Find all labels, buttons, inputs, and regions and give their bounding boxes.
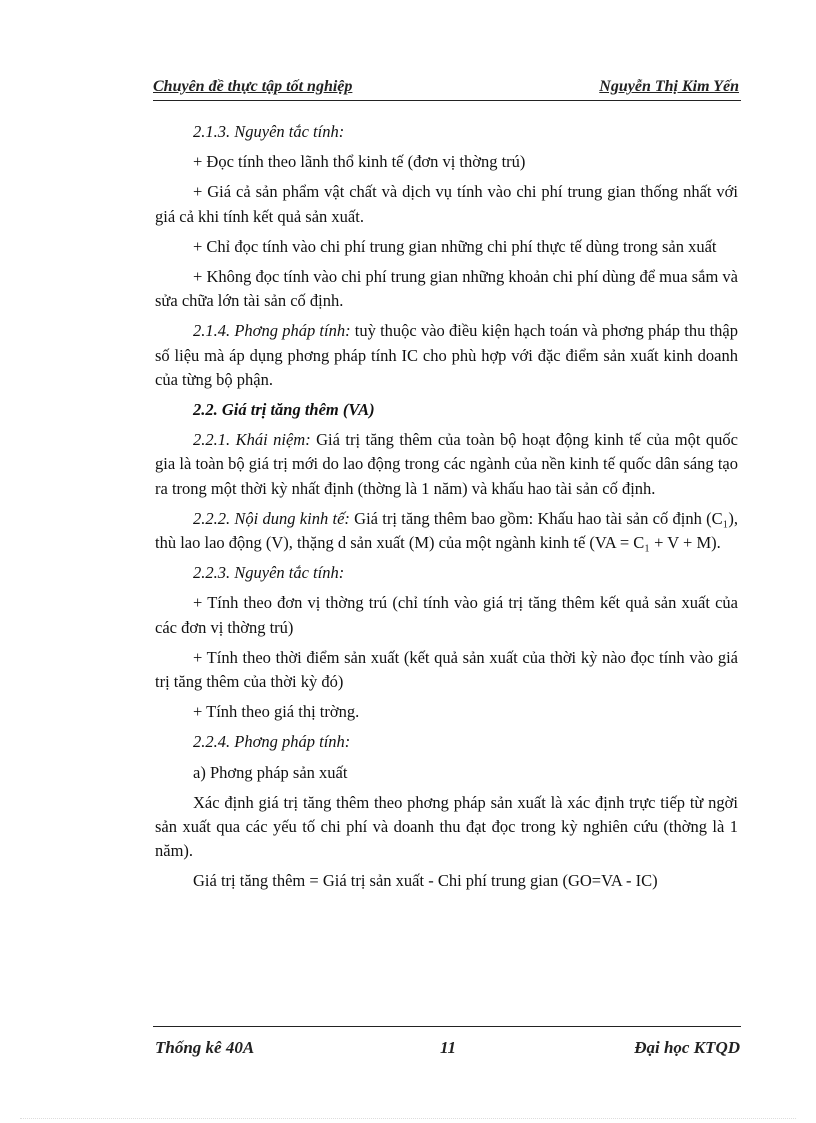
paragraph (155, 319, 738, 392)
formula: Giá trị tăng thêm = Giá trị sản xuất - Chi phí trung gian (GO=VA - IC) (193, 871, 658, 891)
section-2-2-1-label: 2.2.1. Khái niệm: (193, 430, 311, 450)
header-author: Nguyễn Thị Kim Yến (599, 78, 739, 95)
footer-university: Đại học KTQD (634, 1038, 740, 1057)
footer-class: Thống kê 40A (155, 1038, 255, 1057)
paragraph: + Giá cả sản phẩm vật chất và dịch vụ tính vào chi phí trung gian thống nhất với giá cả khi tính kết quả sản xuất. (155, 182, 738, 226)
section-2-2-4-heading: 2.2.4. Phơng pháp tính: (193, 732, 351, 752)
section-2-2-3-heading: 2.2.3. Nguyên tắc tính: (193, 563, 345, 583)
paragraph (155, 507, 738, 555)
paragraph: + Tính theo giá thị trờng. (193, 702, 360, 722)
paragraph: + Không đọc tính vào chi phí trung gian những khoản chi phí dùng để mua sắm và sửa chữa lớn tài sản cố định. (155, 267, 738, 311)
paragraph: + Tính theo đơn vị thờng trú (chỉ tính vào giá trị tăng thêm kết quả sản xuất của các đơn vị thờng trú) (155, 593, 738, 637)
document-body (155, 120, 738, 900)
paragraph: + Đọc tính theo lãnh thổ kinh tế (đơn vị thờng trú) (193, 152, 526, 172)
section-2-1-3-heading: 2.1.3. Nguyên tắc tính: (193, 122, 345, 141)
paragraph: a) Phơng pháp sản xuất (193, 762, 348, 782)
section-2-2-1-text: Giá trị tăng thêm của toàn bộ hoạt động kinh tế của một quốc gia là toàn bộ giá trị mới do lao động trong các ngành của nền kinh tế quốc dân sáng tạo ra trong một thời kỳ nhất định (thờng là 1 năm) và khấu hao tài sản cố định. (155, 430, 738, 498)
paragraph: Xác định giá trị tăng thêm theo phơng pháp sản xuất là xác định trực tiếp từ ngời sản xuất qua các yếu tố chi phí và doanh thu đạt đọc trong kỳ nghiên cứu (thờng là 1 năm). (155, 792, 738, 861)
header-title: Chuyên đề thực tập tốt nghiệp (153, 78, 353, 95)
footer-divider (153, 1026, 741, 1027)
page-header (153, 78, 741, 101)
section-2-2-heading: 2.2. Giá trị tăng thêm (VA) (193, 400, 375, 420)
section-2-1-4-label: 2.1.4. Phơng pháp tính: (193, 321, 351, 341)
paragraph: + Chỉ đọc tính vào chi phí trung gian những chi phí thực tế dùng trong sản xuất (193, 236, 717, 256)
section-2-2-2-label: 2.2.2. Nội dung kinh tế: (193, 508, 350, 528)
page-number: 11 (440, 1038, 457, 1057)
section-2-2-2-text: Giá trị tăng thêm bao gồm: Khấu hao tài sản cố định (C₁), thù lao lao động (V), thặng d sản xuất (M) của một ngành kinh tế (VA = C₁ + V + M). (155, 508, 738, 553)
paragraph (155, 428, 738, 501)
page-edge-divider (20, 1118, 796, 1119)
section-2-1-4-text: tuỳ thuộc vào điều kiện hạch toán và phơng pháp thu thập số liệu mà áp dụng phơng pháp tính IC cho phù hợp với đặc điểm sản xuất kinh doanh của từng bộ phận. (155, 321, 738, 389)
paragraph: + Tính theo thời điểm sản xuất (kết quả sản xuất của thời kỳ nào đọc tính vào giá trị tăng thêm của thời kỳ đó) (155, 647, 738, 692)
